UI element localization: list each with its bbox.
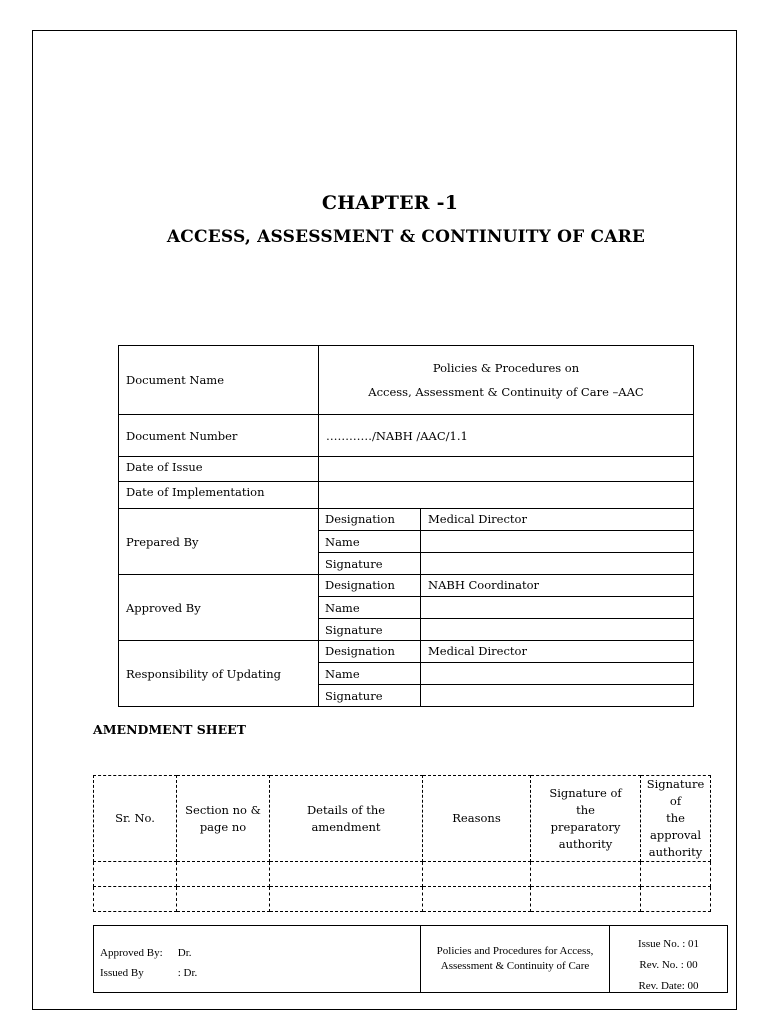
table-row [119,641,694,663]
approved-designation-value: NABH Coordinator [421,575,694,597]
responsibility-name-value [421,663,694,685]
col-section [177,776,270,862]
table-row [119,346,694,415]
col-approval-signature [641,776,711,862]
document-info-table [118,345,694,707]
table-row [119,457,694,482]
col-section-line2: page no [199,819,247,834]
chapter-subtitle: ACCESS, ASSESSMENT & CONTINUITY OF CARE [166,227,646,247]
document-number-label: Document Number [119,415,319,457]
col-details-line1: Details of the [306,802,386,817]
table-row [119,575,694,597]
footer-issued-by-value: : Dr. [177,967,198,979]
responsibility-designation-value: Medical Director [421,641,694,663]
approved-name-label: Name [319,597,421,619]
col-prep-line2: the [576,802,595,817]
footer-approved-by-value: Dr. [177,947,192,959]
prepared-name-value [421,531,694,553]
responsibility-signature-label: Signature [319,685,421,707]
table-row [119,415,694,457]
responsibility-name-label: Name [319,663,421,685]
document-name-value [319,346,694,415]
footer-revision [610,926,727,992]
col-appr-line1: Signature of [646,777,705,808]
approved-by-label: Approved By [119,575,319,641]
footer-issue-no: Issue No. : 01 [637,938,700,950]
amendment-header-row [94,776,711,862]
prepared-by-label: Prepared By [119,509,319,575]
prepared-signature-value [421,553,694,575]
responsibility-signature-value [421,685,694,707]
col-preparatory-signature [531,776,641,862]
footer-policy-title [421,926,610,992]
footer-issued-by-label: Issued By [100,967,144,979]
approved-name-value [421,597,694,619]
chapter-title: CHAPTER -1 [321,192,459,214]
approved-designation-label: Designation [319,575,421,597]
col-prep-line1: Signature of [549,785,622,800]
date-of-implementation-label: Date of Implementation [119,482,319,509]
col-details [270,776,423,862]
prepared-designation-label: Designation [319,509,421,531]
col-prep-line3: preparatory [550,819,621,834]
footer-approved-by [100,943,420,963]
table-row [119,482,694,509]
approved-signature-value [421,619,694,641]
responsibility-designation-label: Designation [319,641,421,663]
document-name-label: Document Name [119,346,319,415]
table-row [94,862,711,887]
col-appr-line3: authority [648,845,703,859]
document-number-value: …………/NABH /AAC/1.1 [319,415,694,457]
footer [93,925,728,993]
date-of-implementation-value [319,482,694,509]
amendment-table [93,775,711,912]
prepared-signature-label: Signature [319,553,421,575]
col-section-line1: Section no & [185,802,261,817]
footer-approved-by-label: Approved By: [100,947,163,959]
amendment-heading: AMENDMENT SHEET [93,722,246,737]
footer-issued-by [100,963,420,983]
prepared-designation-value: Medical Director [421,509,694,531]
date-of-issue-value [319,457,694,482]
date-of-issue-label: Date of Issue [119,457,319,482]
table-row [94,887,711,912]
approved-signature-label: Signature [319,619,421,641]
col-prep-line4: authority [558,836,613,851]
col-sr-no: Sr. No. [94,776,177,862]
responsibility-label: Responsibility of Updating [119,641,319,707]
footer-policy-line2: Assessment & Continuity of Care [440,960,590,972]
col-details-line2: amendment [311,819,381,834]
document-name-line1: Policies & Procedures on [432,361,580,375]
prepared-name-label: Name [319,531,421,553]
table-row [119,509,694,531]
footer-rev-no: Rev. No. : 00 [639,959,698,971]
col-reasons: Reasons [423,776,531,862]
footer-approval [94,926,421,992]
footer-policy-line1: Policies and Procedures for Access, [436,945,594,957]
col-appr-line2: the approval [649,811,702,842]
document-name-line2: Access, Assessment & Continuity of Care –AAC [368,385,644,399]
footer-rev-date: Rev. Date: 00 [638,980,699,992]
